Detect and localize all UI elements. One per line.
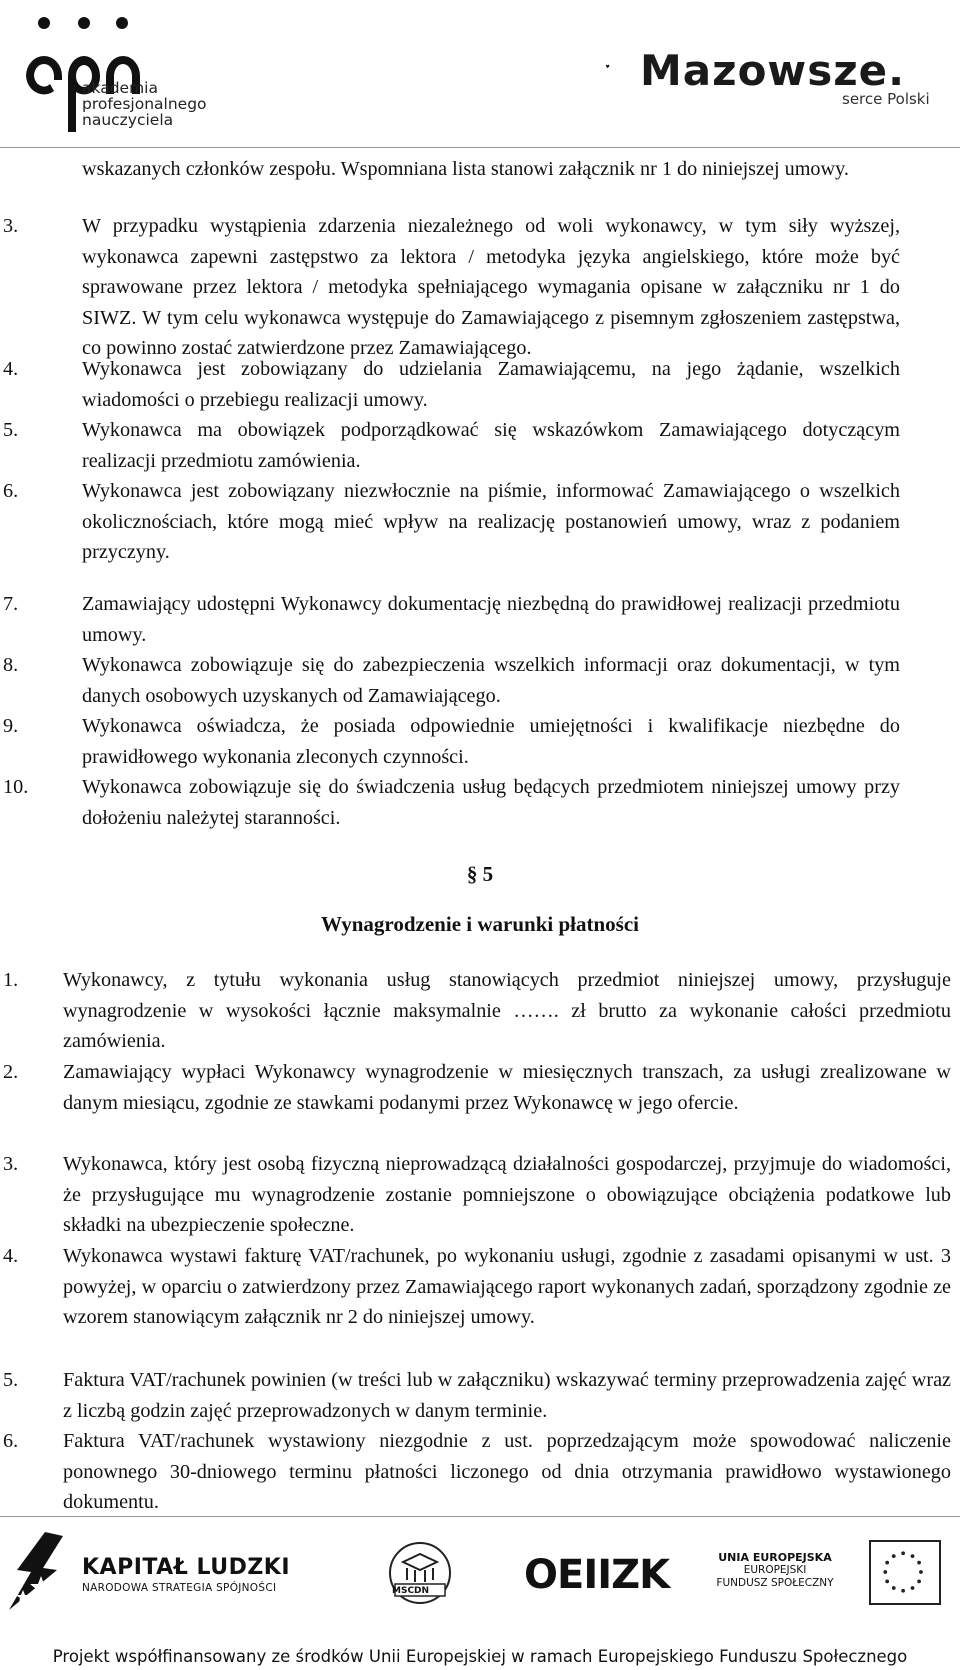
kapital-ludzki-title: KAPITAŁ LUDZKI <box>82 1555 291 1580</box>
list-item <box>3 965 951 1057</box>
list-number: 8. <box>3 654 19 676</box>
ue-text <box>700 1551 850 1590</box>
list-number: 4. <box>3 1245 19 1267</box>
footer-caption: Projekt współfinansowany ze środków Unii Europejskiej w ramach Europejskiego Funduszu Społecznego <box>52 1647 908 1666</box>
kapital-ludzki-logo-icon <box>5 1530 75 1620</box>
list-text: Wykonawca ma obowiązek podporządkować się wskazówkom Zamawiającego dotyczącym realizacji przedmiotu zamówienia. <box>82 419 900 472</box>
list-number: 5. <box>3 419 19 441</box>
list-number: 3. <box>3 215 19 237</box>
list-text: Wykonawca oświadcza, że posiada odpowiednie umiejętności i kwalifikacje niezbędne do prawidłowego wykonania zleconych czynności. <box>82 715 900 768</box>
mazowsze-heart-icon <box>605 48 645 88</box>
list-item <box>3 711 900 771</box>
footer-divider <box>0 1516 960 1517</box>
header-divider <box>0 147 960 148</box>
list-text: Wykonawca wystawi fakturę VAT/rachunek, po wykonaniu usługi, zgodnie z zasadami opisanymi w ust. 3 powyżej, w oparciu o zatwierdzony przez Zamawiającego raport wykonanych zadań, sporządzony zgodnie ze wzorem stanowiącym załącznik nr 2 do niniejszej umowy. <box>63 1245 951 1329</box>
list-item <box>3 1426 951 1518</box>
list-text: Wykonawca, który jest osobą fizyczną nieprowadzącą działalności gospodarczej, przyjmuje do wiadomości, że przysługujące mu wynagrodzenie zostanie pomniejszone o obowiązujące obciążenia podatkowe lub składki na ubezpieczenie społeczne. <box>63 1153 951 1237</box>
list-number: 6. <box>3 480 19 502</box>
ue-main-label: UNIA EUROPEJSKA <box>718 1551 832 1564</box>
section-number: § 5 <box>466 862 494 886</box>
mscdn-label: MSCDN <box>392 1586 430 1596</box>
list-item <box>3 415 900 475</box>
list-number: 9. <box>3 715 19 737</box>
page-header <box>0 0 960 145</box>
list-item <box>3 1149 951 1241</box>
list-item <box>3 1057 951 1149</box>
list-number: 2. <box>3 1061 19 1083</box>
apn-line: profesjonalnego <box>82 95 207 113</box>
list-number: 10. <box>3 776 29 798</box>
list-text: Zamawiający wypłaci Wykonawcy wynagrodzenie w miesięcznych transzach, za usługi zrealizowane w danym miesiącu, zgodnie ze stawkami podanymi przez Wykonawcę w jego ofercie. <box>63 1061 951 1114</box>
list-text: W przypadku wystąpienia zdarzenia niezależnego od woli wykonawcy, w tym siły wyższej, wykonawca zapewni zastępstwo za lektora / metodyka języka angielskiego, które może być sprawowane przez lektora / metodyka spełniającego wymagania opisane w załączniku nr 1 do SIWZ. W tym celu wykonawca występuje do Zamawiającego z pisemnym zgłoszeniem zastępstwa, co powinno zostać zatwierdzone przez Zamawiającego. <box>82 215 900 360</box>
list-text: Faktura VAT/rachunek wystawiony niezgodnie z ust. poprzedzającym może spowodować naliczenie ponownego 30-dniowego terminu płatności liczonego od dnia otrzymania prawidłowo wystawionego dokumentu. <box>63 1430 951 1514</box>
list-item <box>3 476 900 568</box>
mazowsze-tagline: serce Polski <box>842 90 930 108</box>
list-number: 1. <box>3 969 19 991</box>
oeiizk-logo: OEIIZK <box>524 1552 670 1598</box>
list-item <box>3 589 900 649</box>
list-number: 7. <box>3 593 19 615</box>
apn-logo-text <box>82 80 207 128</box>
kapital-ludzki-text <box>82 1555 290 1594</box>
list-text: Wykonawca zobowiązuje się do świadczenia usług będących przedmiotem niniejszej umowy przy dołożeniu należytej staranności. <box>82 776 900 829</box>
ue-line: FUNDUSZ SPOŁECZNY <box>716 1577 834 1589</box>
list-number: 4. <box>3 358 19 380</box>
continuation-paragraph: wskazanych członków zespołu. Wspomniana lista stanowi załącznik nr 1 do niniejszej umowy. <box>82 158 849 180</box>
kapital-ludzki-subtitle: NARODOWA STRATEGIA SPÓJNOŚCI <box>82 1582 277 1594</box>
section-title: Wynagrodzenie i warunki płatności <box>321 912 639 936</box>
list-text: Wykonawca zobowiązuje się do zabezpieczenia wszelkich informacji oraz dokumentacji, w tym danych osobowych uzyskanych od Zamawiającego. <box>82 654 900 707</box>
list-text: Wykonawca jest zobowiązany niezwłocznie na piśmie, informować Zamawiającego o wszelkich okolicznościach, które mogą mieć wpływ na realizację postanowień umowy, wraz z podaniem przyczyny. <box>82 480 900 564</box>
list-text: Faktura VAT/rachunek powinien (w treści lub w załączniku) wskazywać terminy przeprowadzenia zajęć wraz z liczbą godzin zajęć przeprowadzonych w danym terminie. <box>63 1369 951 1422</box>
list-number: 6. <box>3 1430 19 1452</box>
list-item <box>3 1241 951 1363</box>
list-text: Wykonawcy, z tytułu wykonania usług stanowiących przedmiot niniejszej umowy, przysługuje wynagrodzenie w wysokości łącznie maksymalnie ……. zł brutto za wykonanie całości przedmiotu zamówienia. <box>63 969 951 1053</box>
eu-flag-icon <box>869 1540 941 1605</box>
apn-line: akademia <box>82 79 158 97</box>
eu-stars-icon <box>871 1542 939 1603</box>
apn-line: nauczyciela <box>82 111 174 129</box>
list-item <box>3 650 900 710</box>
mazowsze-logo: Mazowsze. <box>640 46 906 95</box>
list-item <box>3 772 900 832</box>
ue-line: EUROPEJSKI <box>743 1564 807 1576</box>
mscdn-logo-icon <box>385 1540 455 1610</box>
list-text: Zamawiający udostępni Wykonawcy dokumentację niezbędną do prawidłowej realizacji przedmiotu umowy. <box>82 593 900 646</box>
list-item <box>3 354 900 414</box>
list-number: 3. <box>3 1153 19 1175</box>
list-number: 5. <box>3 1369 19 1391</box>
list-item <box>3 211 900 360</box>
list-item <box>3 1365 951 1426</box>
list-text: Wykonawca jest zobowiązany do udzielania Zamawiającemu, na jego żądanie, wszelkich wiadomości o przebiegu realizacji umowy. <box>82 358 900 411</box>
